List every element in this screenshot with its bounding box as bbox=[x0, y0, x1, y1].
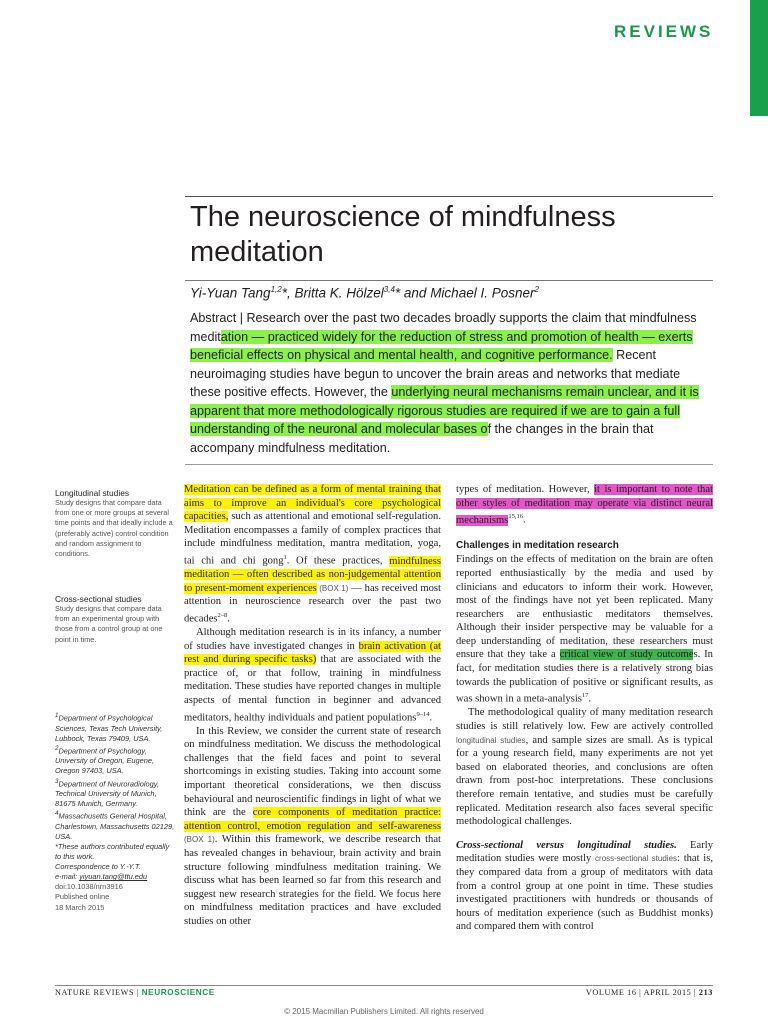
correspondence: Correspondence to Y.-Y.T. bbox=[55, 862, 141, 872]
published-date: 18 March 2015 bbox=[55, 902, 105, 912]
journal-field: NEUROSCIENCE bbox=[141, 988, 215, 997]
footer-separator: | bbox=[134, 988, 142, 997]
abstract-divider bbox=[185, 464, 713, 465]
article-title: The neuroscience of mindfulness meditation bbox=[190, 201, 616, 268]
body-text: : that is, they compared data from a group of meditators with data from a control group at one point in time. These studies investigated practitioners with hundreds or thousands of hours of meditation experience (such as Buddhist monks) and compared them with control bbox=[456, 853, 714, 933]
paragraph bbox=[184, 626, 441, 725]
body-text: . bbox=[429, 712, 433, 724]
affiliation-number: 3 bbox=[55, 777, 59, 785]
citation[interactable]: 17 bbox=[581, 692, 589, 700]
abstract-text: Recent neuroimaging studies have begun to uncover the brain areas and networks that mediate these positive effects. However, the bbox=[190, 348, 681, 399]
citation[interactable]: 15,16 bbox=[508, 513, 523, 521]
glossary-definition: Study designs that compare data from one or more groups at several time points and that ideally include a (preferably active) control condition and random assignment to conditions. bbox=[55, 498, 173, 559]
affiliation bbox=[55, 809, 175, 842]
paragraph bbox=[456, 553, 713, 706]
section-heading: Challenges in meditation research bbox=[456, 540, 619, 552]
title-divider bbox=[185, 280, 713, 281]
body-text: s. In fact, for meditation studies there is a relatively strong bias towards the publication of positive or significant results, as was shown in a meta-analysis bbox=[456, 649, 713, 705]
footer-rule bbox=[55, 985, 713, 986]
body-text: Although meditation research is in its infancy, a number of studies have investigated changes in bbox=[184, 627, 441, 652]
email-line bbox=[55, 872, 175, 882]
title-rule bbox=[185, 196, 713, 197]
citation[interactable]: 2–8 bbox=[217, 611, 228, 619]
footer-volume bbox=[555, 988, 713, 997]
body-text: In this Review, we consider the current state of research on mindfulness meditation. We discuss the methodological challenges that the field faces and point to several shortcomings in existing studies. Taking into account some important theoretical considerations, we then discuss behavioural and neuroscientific findings in light of what we think are the bbox=[184, 725, 441, 819]
paragraph bbox=[456, 839, 713, 934]
author-conjunction: and bbox=[400, 285, 431, 301]
affiliation-number: 2 bbox=[55, 744, 59, 752]
journal-name: NATURE REVIEWS bbox=[55, 988, 135, 997]
glossary-definition: Study designs that compare data from an experimental group with those from a control group at one point in time. bbox=[55, 604, 163, 644]
box-reference[interactable]: (BOX 1) bbox=[316, 583, 349, 593]
equal-contribution-mark: * bbox=[281, 285, 287, 301]
body-column-right bbox=[456, 483, 713, 934]
body-text: , and sample sizes are small. As is typical for a young research field, many experiments are not yet based on elaborated theories, and conclusions are often drawn from post-hoc interpretations. These conclusions therefore remain tentative, and studies must be carefully replicated. Meditation research also faces several specific methodological challenges. bbox=[456, 734, 713, 828]
copyright: © 2015 Macmillan Publishers Limited. All rights reserved bbox=[284, 1007, 484, 1016]
author-list: Yi-Yuan Tang$^{1,2}$*, Britta K. Hölzel$^{3,4}$* and Michael I. Posner$^2$ bbox=[190, 285, 539, 301]
body-text: Early meditation studies were mostly bbox=[456, 839, 713, 865]
affiliation-number: 4 bbox=[55, 810, 59, 818]
affiliation-text: Massachusetts General Hospital, Charlestown, Massachusetts 02129, USA. bbox=[55, 811, 175, 841]
body-text: Findings on the effects of meditation on the brain are often reported enthusiastically by the media and used by clinicians and educators to inform their work. However, most of the findings have not yet been replicated. Many researchers are enthusiastic meditators themselves. Although their insider perspective may be valuable for a deep understanding of meditation, these researchers must ensure that they take a bbox=[456, 554, 713, 661]
body-text: The methodological quality of many meditation research studies is still relatively low. Few are actively controlled bbox=[456, 707, 713, 732]
citation[interactable]: 1 bbox=[283, 553, 287, 561]
affiliation bbox=[55, 711, 175, 744]
section-color-tab bbox=[750, 0, 768, 116]
affiliation-number: 1 bbox=[55, 712, 59, 719]
glossary-entry bbox=[55, 488, 175, 559]
abstract-text: Abstract | Research over the past two decades broadly supports the claim that mindfulness medit bbox=[190, 311, 697, 344]
abstract-text: f the changes in the brain that accompany mindfulness meditation. bbox=[190, 422, 654, 455]
text-highlight: critical view of study outcome bbox=[559, 649, 694, 661]
text-highlight: mindfulness meditation — often described as non-judgemental attention to present-moment experiences bbox=[184, 555, 441, 594]
affiliation-text: Department of Neuroradiology, Technical University of Munich, 81675 Munich, Germany. bbox=[55, 778, 159, 809]
section-label: REVIEWS bbox=[614, 22, 714, 41]
equal-contribution-mark: * bbox=[394, 285, 401, 301]
body-text: . bbox=[588, 693, 592, 705]
text-highlight: brain activation (at rest and during specific tasks) bbox=[184, 640, 441, 666]
run-in-heading: Cross-sectional versus longitudinal studies. bbox=[456, 839, 677, 851]
abstract-highlight: underlying neural mechanisms remain unclear, and it is apparent that more methodologically rigorous studies are required if we are to gain a full understanding of the neuronal and molecular bases o bbox=[190, 385, 699, 436]
abstract bbox=[190, 309, 710, 457]
affiliation bbox=[55, 777, 175, 810]
body-column-left bbox=[184, 483, 441, 929]
paragraph bbox=[184, 483, 441, 626]
doi: doi:10.1038/nrn3916 bbox=[55, 882, 123, 892]
email-link[interactable]: yiyuan.tang@ttu.edu bbox=[79, 872, 148, 882]
paragraph bbox=[456, 483, 713, 527]
author-affiliation-sup: 3,4 bbox=[383, 285, 395, 294]
body-text: . bbox=[227, 613, 230, 625]
author-name: Britta K. Hölzel bbox=[294, 285, 384, 301]
published-label: Published online bbox=[55, 892, 110, 902]
body-text: that are associated with the practice of, or that follow, training in mindfulness meditation. These studies have reported changes in multiple aspects of mental function in beginner and advanced meditators, healthy individuals and patient populations bbox=[184, 654, 442, 724]
box-reference[interactable]: (BOX 1) bbox=[184, 835, 215, 845]
equal-contribution-note: *These authors contributed equally to this work. bbox=[55, 842, 170, 862]
text-highlight: it is important to note that other styles of meditation may operate via distinct neural mechanisms bbox=[456, 484, 713, 526]
paragraph bbox=[184, 725, 441, 929]
body-text: — has received most attention in neuroscience research over the past two decades bbox=[184, 582, 441, 625]
glossary-link[interactable]: longitudinal studies bbox=[456, 735, 526, 745]
glossary-term: Cross-sectional studies bbox=[55, 594, 142, 604]
glossary-term: Longitudinal studies bbox=[55, 488, 130, 498]
page-number: 213 bbox=[698, 988, 713, 997]
affiliation-text: Department of Psychological Sciences, Texas Tech University, Lubbock, Texas 79409, USA. bbox=[55, 713, 163, 743]
body-text: . Within this framework, we describe research that has revealed changes in behaviour, brain activity and brain structure following mindfulness meditation training. We discuss what has been learned so far from this research and suggest new research strategies for the field. We focus here on mindfulness meditation practices and have excluded studies on other bbox=[184, 834, 441, 927]
abstract-highlight: ation — practiced widely for the reduction of stress and promotion of health — exerts beneficial effects on physical and mental health, and cognitive performance. bbox=[190, 329, 693, 362]
affiliation-text: Department of Psychology, University of Oregon, Eugene, Oregon 97403, USA. bbox=[55, 746, 155, 776]
body-text: . Of these practices, bbox=[286, 555, 390, 567]
author-name: Yi-Yuan Tang bbox=[190, 285, 271, 301]
volume-info: VOLUME 16 | APRIL 2015 | bbox=[585, 988, 699, 997]
affiliation bbox=[55, 744, 175, 777]
body-text: . bbox=[523, 514, 526, 526]
email-label: e-mail: bbox=[55, 872, 80, 882]
author-affiliation-sup: 1,2 bbox=[270, 285, 282, 294]
footer-journal bbox=[55, 988, 215, 997]
author-affiliation-sup: 2 bbox=[534, 285, 539, 294]
glossary-link[interactable]: cross-sectional studies bbox=[595, 854, 678, 864]
author-name: Michael I. Posner bbox=[430, 285, 535, 301]
affiliations bbox=[55, 711, 175, 913]
text-highlight: core components of meditation practice: attention control, emotion regulation and self-awareness bbox=[184, 807, 441, 832]
body-text: such as attentional and emotional self-regulation. Meditation encompasses a family of complex practices that include mindfulness meditation, mantra meditation, yoga, tai chi and chi gong bbox=[184, 511, 441, 567]
citation[interactable]: 9–14 bbox=[416, 710, 430, 718]
glossary-entry bbox=[55, 594, 175, 645]
text-highlight: Meditation can be defined as a form of mental training that aims to improve an individual's core psychological capacities, bbox=[184, 484, 441, 523]
body-text: types of meditation. However, bbox=[456, 484, 595, 495]
paragraph bbox=[456, 706, 713, 828]
